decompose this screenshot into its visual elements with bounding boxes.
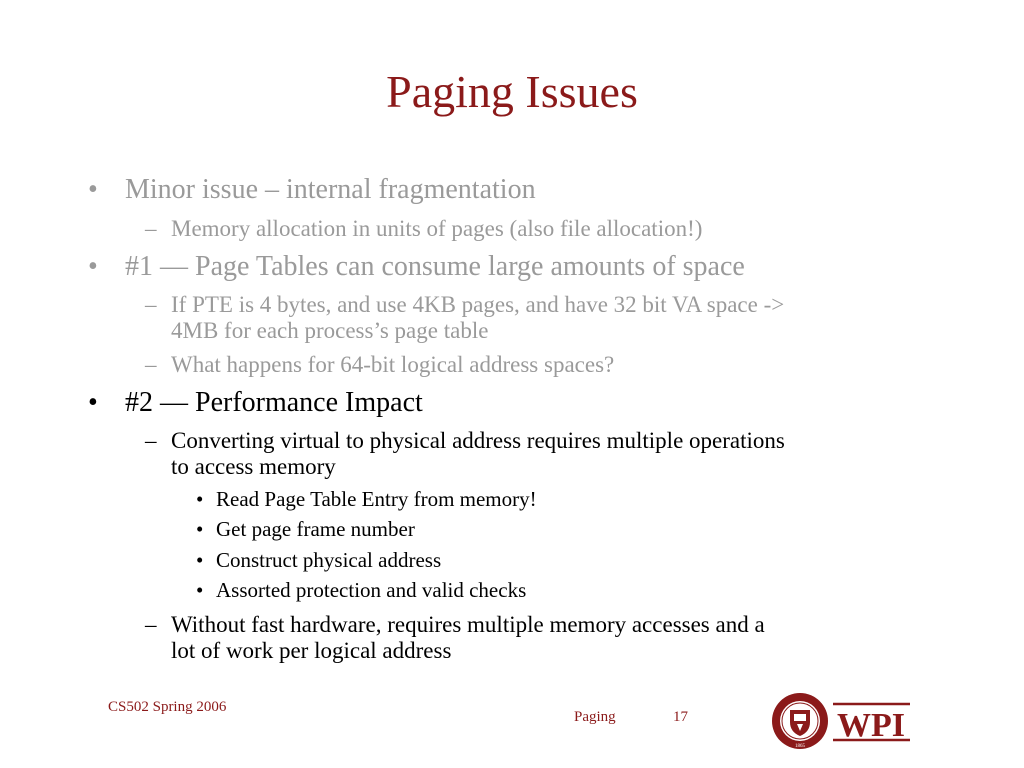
slide-title: Paging Issues <box>386 66 638 117</box>
dash-marker: – <box>145 352 157 377</box>
svg-text:1865: 1865 <box>795 744 805 749</box>
dash-marker: – <box>145 292 157 317</box>
step-protection-checks: Assorted protection and valid checks <box>216 578 527 602</box>
sub-pte-size-line2: 4MB for each process’s page table <box>171 318 489 343</box>
sub-memory-allocation: Memory allocation in units of pages (also file allocation!) <box>171 216 703 241</box>
sub-64bit-question: What happens for 64-bit logical address spaces? <box>171 352 615 377</box>
bullet-marker: • <box>196 578 204 602</box>
bullet-marker: • <box>196 487 204 511</box>
step-read-pte: Read Page Table Entry from memory! <box>216 487 537 511</box>
sub-fast-hardware-line2: lot of work per logical address <box>171 638 452 663</box>
footer-course: CS502 Spring 2006 <box>108 699 227 715</box>
bullet-page-tables: #1 — Page Tables can consume large amounts of space <box>125 251 745 282</box>
bullet-marker: • <box>88 174 98 205</box>
sub-fast-hardware-line1: Without fast hardware, requires multiple memory accesses and a <box>171 612 765 637</box>
wpi-logo <box>770 690 920 752</box>
bullet-minor-issue: Minor issue – internal fragmentation <box>125 174 536 205</box>
bullet-marker: • <box>88 387 98 418</box>
bullet-marker: • <box>196 548 204 572</box>
bullet-marker: • <box>196 517 204 541</box>
dash-marker: – <box>145 612 157 637</box>
logo-wordmark: WPI <box>837 707 905 744</box>
footer-topic: Paging <box>574 709 616 725</box>
wpi-seal-icon <box>772 693 828 749</box>
sub-converting-line2: to access memory <box>171 454 336 479</box>
step-construct-address: Construct physical address <box>216 548 442 572</box>
bullet-performance-impact: #2 — Performance Impact <box>125 387 423 418</box>
sub-pte-size-line1: If PTE is 4 bytes, and use 4KB pages, and have 32 bit VA space -> <box>171 292 785 317</box>
footer-page-number: 17 <box>673 709 688 725</box>
dash-marker: – <box>145 216 157 241</box>
dash-marker: – <box>145 428 157 453</box>
step-get-frame: Get page frame number <box>216 517 415 541</box>
sub-converting-line1: Converting virtual to physical address requires multiple operations <box>171 428 785 453</box>
bullet-marker: • <box>88 251 98 282</box>
